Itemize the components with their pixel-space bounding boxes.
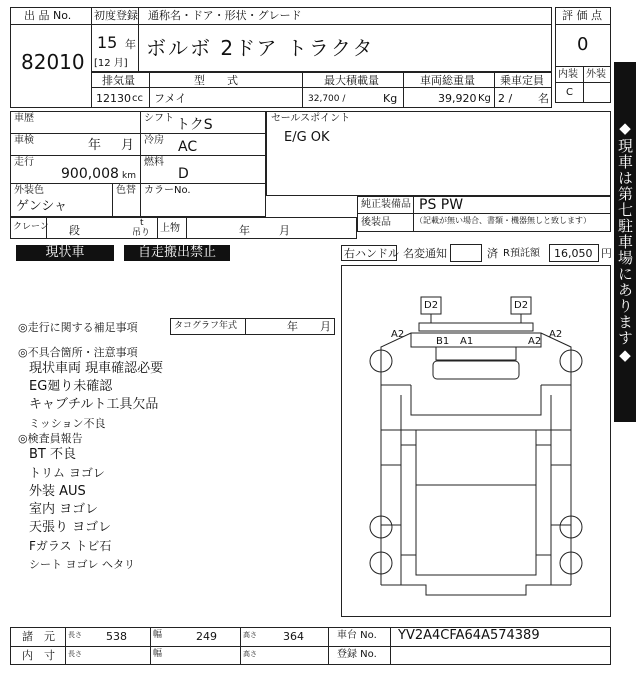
displacement-value: 12130 bbox=[96, 92, 131, 105]
aftermarket-label: 後装品 bbox=[361, 217, 391, 228]
mileage-label: 走行 bbox=[14, 157, 34, 168]
width-label: 幅 bbox=[153, 630, 163, 640]
upper-month: 月 bbox=[279, 224, 290, 237]
truck-diagram bbox=[341, 265, 611, 617]
divider bbox=[149, 72, 150, 108]
diagram-label: B1 bbox=[436, 336, 450, 347]
divider bbox=[112, 183, 113, 217]
aftermarket-note: （記載が無い場合、書類・機器無しと致します） bbox=[415, 216, 591, 225]
recycle-deposit-label: R預託額 bbox=[503, 248, 540, 259]
divider bbox=[357, 213, 611, 214]
inspection-year: 年 bbox=[88, 138, 102, 153]
diagram-label: A1 bbox=[460, 336, 474, 347]
inspector-item: 外装 AUS bbox=[29, 484, 86, 499]
gross-weight-label: 車両総重量 bbox=[420, 74, 475, 87]
defects-header: ◎不具合箇所・注意事項 bbox=[18, 346, 138, 359]
inspection-month: 月 bbox=[121, 138, 135, 153]
inspection-label: 車検 bbox=[14, 135, 34, 146]
sales-point-value: E/G OK bbox=[284, 130, 330, 145]
divider bbox=[150, 627, 151, 665]
exterior-color-value: ゲンシャ bbox=[16, 199, 68, 214]
divider bbox=[403, 72, 404, 108]
divider bbox=[390, 627, 391, 665]
genuine-items: PS PW bbox=[419, 197, 464, 213]
divider bbox=[91, 87, 552, 88]
divider bbox=[10, 155, 266, 156]
color-no-label: カラーNo. bbox=[144, 185, 191, 196]
sales-point-label: セールスポイント bbox=[271, 113, 351, 124]
diagram-label: A2 bbox=[391, 329, 405, 340]
mileage-unit: km bbox=[122, 171, 136, 181]
car-name-label: 通称名・ドア・形状・グレード bbox=[148, 9, 302, 22]
upper-year: 年 bbox=[239, 224, 250, 237]
registration-label: 登録 No. bbox=[337, 649, 377, 660]
fuel-label: 燃料 bbox=[144, 157, 164, 168]
inspector-item: トリム ヨゴレ bbox=[29, 466, 105, 480]
inspector-item: BT 不良 bbox=[29, 447, 76, 462]
defect-item: ミッション不良 bbox=[29, 417, 106, 430]
mileage-value: 900,008 bbox=[61, 166, 119, 182]
capacity-label: 乗車定員 bbox=[500, 74, 544, 87]
height-label: 高さ bbox=[243, 631, 257, 639]
diagram-label: A2 bbox=[549, 329, 563, 340]
rating-label: 評 価 点 bbox=[562, 9, 602, 22]
fuel-value: D bbox=[178, 166, 189, 182]
crane-hanging: 吊り bbox=[132, 228, 151, 238]
interior-grade: C bbox=[566, 87, 573, 98]
tachograph-label: タコグラフ年式 bbox=[174, 321, 238, 331]
width-value: 249 bbox=[196, 630, 217, 643]
current-state-badge: 現状車 bbox=[16, 245, 114, 261]
height-value: 364 bbox=[283, 630, 304, 643]
inspector-item: 室内 ヨゴレ bbox=[29, 502, 99, 517]
interior-label: 内装 bbox=[558, 69, 578, 80]
divider bbox=[10, 133, 266, 134]
divider bbox=[10, 24, 92, 25]
capacity-unit: 名 bbox=[538, 92, 549, 105]
divider bbox=[413, 196, 414, 232]
crane-label: クレーン bbox=[13, 222, 49, 232]
history-label: 車歴 bbox=[14, 113, 34, 124]
diagram-label: A2 bbox=[528, 336, 542, 347]
model-label: 型 式 bbox=[194, 74, 238, 87]
first-reg-year: 15 bbox=[97, 33, 118, 52]
recycle-unit: 円 bbox=[601, 247, 612, 260]
displacement-unit: cc bbox=[132, 93, 143, 104]
exterior-label: 外装 bbox=[586, 69, 606, 80]
inner-height-label: 高さ bbox=[243, 650, 257, 658]
divider bbox=[240, 627, 241, 665]
divider bbox=[10, 646, 611, 647]
inner-dimensions-label: 内 寸 bbox=[22, 649, 55, 662]
divider bbox=[157, 217, 158, 239]
recycle-label: 済 bbox=[487, 247, 498, 260]
inspector-item: 天張り ヨゴレ bbox=[29, 520, 112, 535]
self-drive-banned-badge: 自走搬出禁止 bbox=[124, 245, 230, 261]
model-value: フメイ bbox=[154, 92, 187, 105]
name-change-box bbox=[450, 244, 482, 262]
max-load-unit: Kg bbox=[383, 92, 398, 105]
divider bbox=[65, 627, 66, 665]
defect-item: EG廻り未確認 bbox=[29, 379, 113, 394]
max-load-label: 最大積載量 bbox=[324, 74, 379, 87]
recycle-deposit-value: 16,050 bbox=[554, 247, 593, 260]
lot-number: 82010 bbox=[21, 50, 85, 74]
inspector-item: シート ヨゴレ ヘタリ bbox=[29, 558, 135, 571]
capacity-value: 2 / bbox=[498, 92, 513, 105]
divider bbox=[328, 627, 329, 665]
exterior-color-label: 外装色 bbox=[14, 185, 44, 196]
diagram-label: D2 bbox=[514, 300, 529, 311]
displacement-label: 排気量 bbox=[102, 74, 135, 87]
defect-item: キャブチルト工具欠品 bbox=[29, 397, 159, 412]
chassis-number: YV2A4CFA64A574389 bbox=[398, 628, 540, 643]
divider bbox=[302, 72, 303, 108]
parking-location-sidebar: ◆現車は第七駐車場にあります◆ bbox=[614, 62, 636, 422]
crane-ton: t bbox=[140, 218, 144, 228]
divider bbox=[245, 318, 246, 335]
rating-value: 0 bbox=[577, 34, 589, 55]
color-change-label: 色替 bbox=[116, 185, 136, 196]
length-label: 長さ bbox=[68, 631, 82, 639]
divider bbox=[186, 217, 187, 239]
inspector-item: Fガラス トビ石 bbox=[29, 539, 112, 553]
inspector-header: ◎検査員報告 bbox=[18, 432, 83, 445]
divider bbox=[555, 24, 611, 25]
max-load-value: 32,700 / bbox=[308, 94, 346, 104]
car-name: ボルボ 2ドア トラクタ bbox=[146, 36, 375, 60]
aircon-label: 冷房 bbox=[144, 135, 164, 146]
upper-label: 上物 bbox=[160, 223, 180, 234]
divider bbox=[10, 183, 266, 184]
defect-item: 現状車両 現車確認必要 bbox=[29, 361, 164, 376]
divider bbox=[140, 111, 141, 217]
first-reg-month: [12 月] bbox=[94, 58, 128, 69]
tachograph-month: 月 bbox=[320, 320, 331, 333]
aircon-value: AC bbox=[178, 139, 198, 155]
name-change-label: 名変通知 bbox=[403, 247, 447, 260]
year-unit: 年 bbox=[125, 38, 136, 51]
gross-weight-value: 39,920 bbox=[438, 92, 477, 105]
genuine-label: 純正装備品 bbox=[361, 199, 411, 210]
length-value: 538 bbox=[106, 630, 127, 643]
divider bbox=[494, 72, 495, 108]
right-handle: 右ハンドル bbox=[344, 247, 399, 260]
running-note-label: ◎走行に関する補足事項 bbox=[18, 321, 138, 334]
dimensions-label: 諸 元 bbox=[22, 630, 55, 643]
divider bbox=[583, 66, 584, 103]
divider bbox=[555, 82, 611, 83]
gross-weight-unit: Kg bbox=[478, 93, 491, 104]
chassis-label: 車台 No. bbox=[337, 630, 377, 641]
lot-no-label: 出 品 No. bbox=[24, 9, 72, 22]
shift-value: トクS bbox=[176, 117, 213, 133]
crane-row bbox=[10, 217, 357, 239]
diagram-label: D2 bbox=[424, 300, 439, 311]
crane-stage: 段 bbox=[69, 224, 80, 237]
first-reg-label: 初度登録 bbox=[94, 9, 138, 22]
tachograph-year: 年 bbox=[287, 320, 298, 333]
inner-width-label: 幅 bbox=[153, 649, 163, 659]
inner-length-label: 長さ bbox=[68, 650, 82, 658]
shift-label: シフト bbox=[144, 113, 174, 124]
